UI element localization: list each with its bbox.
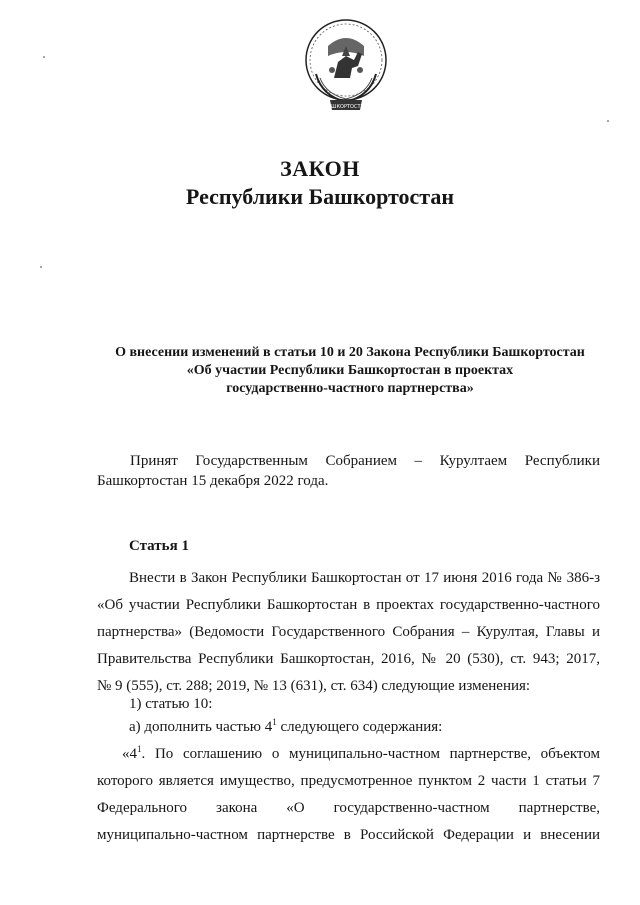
quote-line: «$4^1$. По соглашению о муниципально-частном партнерстве, объектом — [122, 744, 600, 762]
list-item-a: а) дополнить частью $4^1$ следующего содержания: — [129, 717, 443, 735]
quote-line: муниципально-частном партнерстве в Российской Федерации и внесении — [97, 827, 600, 843]
quote-line: которого является имущество, предусмотренное пунктом 2 части 1 статьи 7 — [97, 773, 600, 789]
quote-line: Федерального закона «О государственно-частном партнерстве, — [97, 800, 600, 816]
paragraph-line: партнерства» (Ведомости Государственного Собрания – Курултая, Главы и — [97, 624, 600, 640]
svg-text:БАШКОРТОСТАН: БАШКОРТОСТАН — [324, 104, 368, 110]
adoption-line-2: Башкортостан 15 декабря 2022 года. — [97, 473, 329, 489]
scan-speck — [43, 56, 45, 58]
law-subject — [100, 344, 600, 398]
document-title: ЗАКОН — [280, 156, 360, 181]
subject-line: «Об участии Республики Башкортостан в проектах — [186, 363, 514, 378]
paragraph-line: Правительства Республики Башкортостан, 2016, № 20 (530), ст. 943; 2017, — [97, 651, 600, 667]
subject-line: О внесении изменений в статьи 10 и 20 Закона Республики Башкортостан — [115, 345, 585, 360]
coat-of-arms-emblem — [302, 16, 390, 112]
scan-speck — [40, 266, 42, 268]
document-subtitle: Республики Башкортостан — [185, 184, 455, 209]
paragraph-line: Внести в Закон Республики Башкортостан от 17 июня 2016 года № 386-з — [129, 570, 600, 586]
subject-line: государственно-частного партнерства» — [226, 381, 474, 396]
paragraph-line: «Об участии Республики Башкортостан в проектах государственно-частного — [97, 597, 600, 613]
article-heading: Статья 1 — [129, 538, 189, 554]
adoption-line-1: Принят Государственным Собранием – Курултаем Республики — [130, 453, 600, 469]
scan-speck — [607, 120, 609, 122]
paragraph-line: № 9 (555), ст. 288; 2019, № 13 (631), ст. 634) следующие изменения: — [97, 678, 531, 694]
list-item-1: 1) статью 10: — [129, 696, 213, 712]
